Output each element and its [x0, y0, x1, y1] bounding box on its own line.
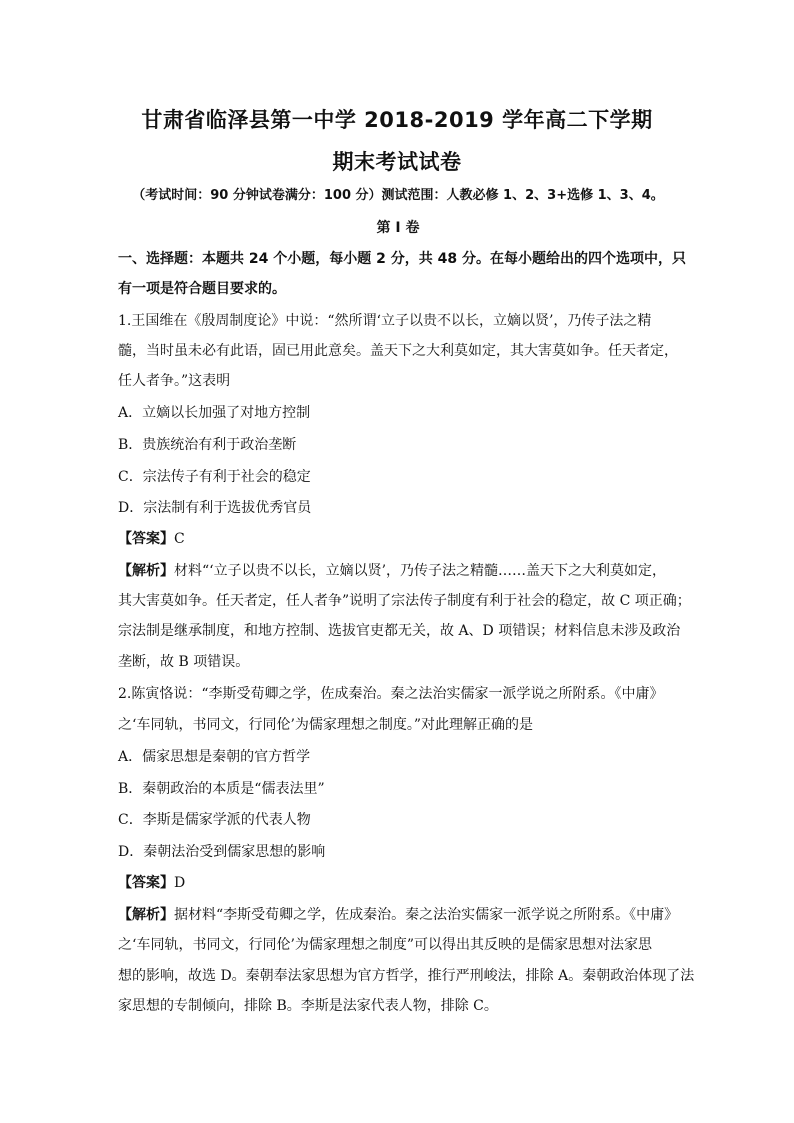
q2-option-d: D．秦朝法治受到儒家思想的影响 — [118, 844, 326, 860]
q1-answer-value: C — [174, 531, 185, 547]
q2-option-a: A．儒家思想是秦朝的官方哲学 — [118, 749, 311, 765]
q2-answer — [118, 873, 678, 893]
q2-analysis-text-1: 据材料“李斯受荀卿之学，佐成秦治。秦之法治实儒家一派学说之所附系。《中庸》 — [174, 907, 679, 923]
section-heading-line-2: 有一项是符合题目要求的。 — [118, 281, 286, 297]
q1-option-a: A．立嫡以长加强了对地方控制 — [118, 405, 311, 421]
q1-analysis-line-1 — [118, 561, 678, 581]
q1-analysis-label: 【解析】 — [118, 563, 174, 579]
q2-analysis-line-1 — [118, 905, 678, 925]
exam-subtitle: 期末考试试卷 — [332, 150, 462, 174]
section-heading-line-1: 一、选择题：本题共 24 个小题，每小题 2 分，共 48 分。在每小题给出的四个选项中，只 — [118, 251, 686, 267]
q2-option-b: B．秦朝政治的本质是“儒表法里” — [118, 781, 325, 797]
q2-answer-label: 【答案】 — [118, 875, 174, 891]
q2-stem-line-2: 之‘车同轨，书同文，行同伦’为儒家理想之制度。”对此理解正确的是 — [118, 717, 534, 733]
q1-stem-line-2: 髓，当时虽未必有此语，固已用此意矣。盖天下之大利莫如定，其大害莫如争。任天者定， — [118, 343, 678, 359]
exam-info: （考试时间：90 分钟试卷满分：100 分）测试范围：人教必修 1、2、3+选修 1、3、4。 — [132, 188, 664, 203]
q2-analysis-label: 【解析】 — [118, 907, 174, 923]
q1-stem-line-3: 任人者争。”这表明 — [118, 373, 231, 389]
exam-title: 甘肃省临泽县第一中学 2018-2019 学年高二下学期 — [141, 108, 653, 132]
q2-analysis-line-2: 之‘车同轨，书同文，行同伦’为儒家理想之制度”可以得出其反映的是儒家思想对法家思 — [118, 937, 653, 953]
q1-analysis-text-1: 材料“‘立子以贵不以长，立嫡以贤’，乃传子法之精髓……盖天下之大利莫如定， — [174, 563, 667, 579]
q1-option-c: C．宗法传子有利于社会的稳定 — [118, 469, 311, 485]
q2-analysis-line-3: 想的影响，故选 D。秦朝奉法家思想为官方哲学，推行严刑峻法，排除 A。秦朝政治体现了法 — [118, 968, 695, 984]
q1-option-b: B．贵族统治有利于政治垄断 — [118, 437, 297, 453]
volume-label: 第 I 卷 — [376, 220, 420, 236]
q1-answer — [118, 529, 678, 549]
q1-answer-label: 【答案】 — [118, 531, 174, 547]
q2-stem-line-1: 2.陈寅恪说：“李斯受荀卿之学，佐成秦治。秦之法治实儒家一派学说之所附系。《中庸》 — [118, 686, 664, 702]
q2-answer-value: D — [174, 875, 186, 891]
q1-analysis-line-3: 宗法制是继承制度，和地方控制、选拔官吏都无关，故 A、D 项错误；材料信息未涉及政治 — [118, 623, 681, 639]
q2-analysis-line-4: 家思想的专制倾向，排除 B。李斯是法家代表人物，排除 C。 — [118, 998, 498, 1014]
q1-option-d: D．宗法制有利于选拔优秀官员 — [118, 500, 312, 516]
q2-option-c: C．李斯是儒家学派的代表人物 — [118, 812, 311, 828]
q1-stem-line-1: 1.王国维在《殷周制度论》中说：“然所谓‘立子以贵不以长，立嫡以贤’，乃传子法之精 — [118, 313, 652, 329]
q1-analysis-line-4: 垄断，故 B 项错误。 — [118, 654, 250, 670]
q1-analysis-line-2: 其大害莫如争。任天者定，任人者争”说明了宗法传子制度有利于社会的稳定，故 C 项正确； — [118, 593, 691, 609]
